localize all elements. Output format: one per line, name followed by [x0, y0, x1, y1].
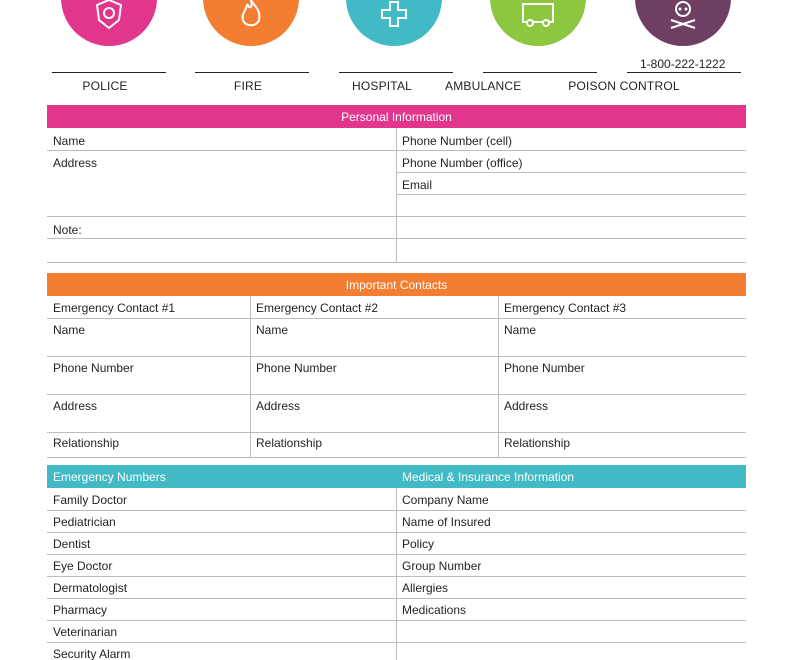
phone-office-field-label: Phone Number (office)	[402, 156, 523, 170]
eye-doctor-label: Eye Doctor	[53, 559, 113, 573]
dermatologist-label: Dermatologist	[53, 581, 128, 595]
medical-insurance-header: Medical & Insurance Information	[402, 470, 575, 484]
medications-label: Medications	[402, 603, 467, 617]
police-label: POLICE	[82, 79, 128, 93]
important-contacts-section	[47, 273, 746, 458]
ambulance-label: AMBULANCE	[445, 79, 522, 93]
contact-1-address-label: Address	[53, 399, 98, 413]
contact-2-relationship-label: Relationship	[256, 436, 323, 450]
policy-label: Policy	[402, 537, 435, 551]
emergency-numbers-header: Emergency Numbers	[53, 470, 166, 484]
family-doctor-label: Family Doctor	[53, 493, 128, 507]
contact-3-phone-label: Phone Number	[504, 361, 585, 375]
group-number-label: Group Number	[402, 559, 482, 573]
flame-icon	[233, 0, 269, 32]
contact-2-phone-label: Phone Number	[256, 361, 337, 375]
contact-1-heading: Emergency Contact #1	[53, 301, 176, 315]
police-line	[52, 72, 166, 73]
ambulance-line	[483, 72, 597, 73]
poison-circle	[635, 0, 731, 46]
contact-3-address-label: Address	[504, 399, 549, 413]
pediatrician-label: Pediatrician	[53, 515, 116, 529]
contact-1-name-label: Name	[53, 323, 86, 337]
email-field-label: Email	[402, 178, 433, 192]
fire-label: FIRE	[233, 79, 263, 93]
poison-control-phone: 1-800-222-1222	[640, 57, 726, 71]
contact-3-relationship-label: Relationship	[504, 436, 571, 450]
contact-2-heading: Emergency Contact #2	[256, 301, 379, 315]
police-circle	[61, 0, 157, 46]
note-field-label: Note:	[53, 223, 82, 237]
security-alarm-label: Security Alarm	[53, 647, 131, 660]
important-contacts-header: Important Contacts	[47, 273, 746, 296]
contact-2-address-label: Address	[256, 399, 301, 413]
ambulance-circle	[490, 0, 586, 46]
veterinarian-label: Veterinarian	[53, 625, 118, 639]
allergies-label: Allergies	[402, 581, 449, 595]
skull-crossbones-icon	[665, 0, 701, 32]
name-of-insured-label: Name of Insured	[402, 515, 491, 529]
pharmacy-label: Pharmacy	[53, 603, 108, 617]
contact-3-name-label: Name	[504, 323, 537, 337]
ambulance-icon	[520, 0, 556, 32]
name-field-label: Name	[53, 134, 86, 148]
hospital-circle	[346, 0, 442, 46]
fire-line	[195, 72, 309, 73]
phone-cell-field-label: Phone Number (cell)	[402, 134, 513, 148]
company-name-label: Company Name	[402, 493, 489, 507]
contact-2-name-label: Name	[256, 323, 289, 337]
hospital-line	[339, 72, 453, 73]
fire-circle	[203, 0, 299, 46]
poison-control-label: POISON CONTROL	[568, 79, 680, 93]
personal-information-header: Personal Information	[47, 105, 746, 128]
contact-1-relationship-label: Relationship	[53, 436, 120, 450]
personal-information-section	[47, 105, 746, 263]
contact-1-phone-label: Phone Number	[53, 361, 134, 375]
hospital-label: HOSPITAL	[351, 79, 413, 93]
contact-3-heading: Emergency Contact #3	[504, 301, 627, 315]
medical-cross-icon	[376, 0, 412, 32]
badge-icon	[91, 0, 127, 32]
poison-line	[627, 72, 741, 73]
address-field-label: Address	[53, 156, 98, 170]
numbers-and-medical-section	[47, 465, 746, 660]
dentist-label: Dentist	[53, 537, 91, 551]
